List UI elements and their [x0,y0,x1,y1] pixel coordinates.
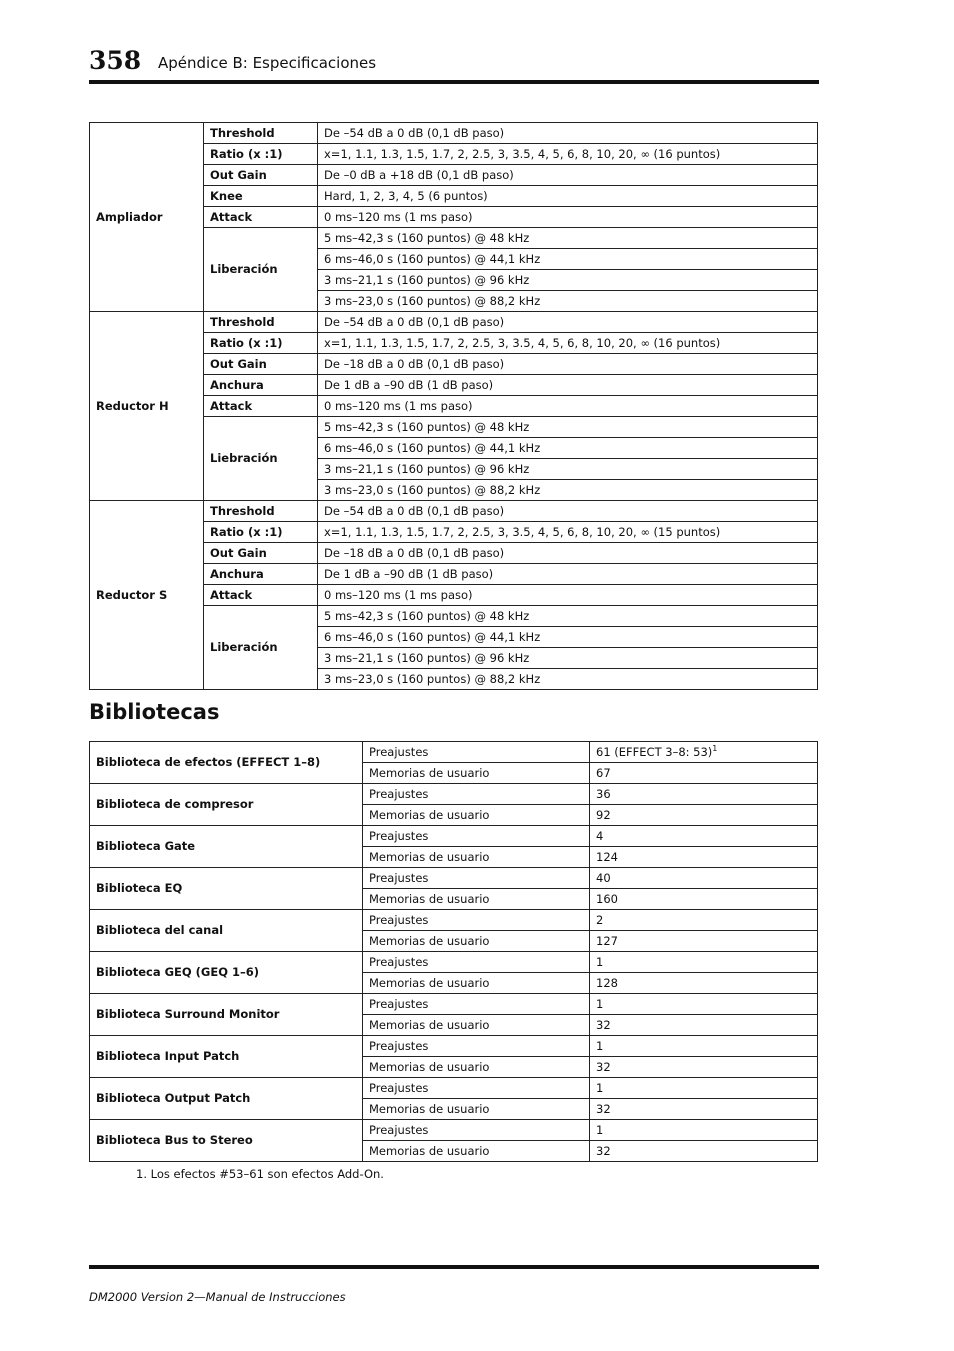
release-value: 3 ms–23,0 s (160 puntos) @ 88,2 kHz [318,480,818,501]
release-value: 6 ms–46,0 s (160 puntos) @ 44,1 kHz [318,438,818,459]
section-title: Apéndice B: Especificaciones [158,54,377,72]
libraries-heading: Bibliotecas [89,700,220,724]
user-memories-label: Memorias de usuario [363,763,590,784]
parameter-value: 0 ms–120 ms (1 ms paso) [318,396,818,417]
parameter-label: Out Gain [204,165,318,186]
presets-count: 1 [596,996,604,1011]
parameter-label: Ratio (x :1) [204,144,318,165]
user-memories-label: Memorias de usuario [363,1057,590,1078]
user-memories-label: Memorias de usuario [363,1141,590,1162]
header-rule [89,80,819,84]
presets-value [590,1078,818,1099]
presets-count: 61 (EFFECT 3–8: 53) [596,744,713,759]
library-name: Biblioteca Output Patch [90,1078,363,1120]
processor-name: Ampliador [90,123,204,312]
page-footer: DM2000 Version 2—Manual de Instrucciones [89,1290,346,1304]
library-name: Biblioteca GEQ (GEQ 1–6) [90,952,363,994]
library-name: Biblioteca Input Patch [90,1036,363,1078]
parameter-value: x=1, 1.1, 1.3, 1.5, 1.7, 2, 2.5, 3, 3.5, 4, 5, 6, 8, 10, 20, ∞ (16 puntos) [318,333,818,354]
presets-value [590,1036,818,1057]
presets-label: Preajustes [363,1078,590,1099]
user-memories-value: 67 [590,763,818,784]
release-value: 3 ms–21,1 s (160 puntos) @ 96 kHz [318,648,818,669]
parameter-value: Hard, 1, 2, 3, 4, 5 (6 puntos) [318,186,818,207]
table-row [90,952,818,973]
library-name: Biblioteca del canal [90,910,363,952]
release-label: Liberación [204,606,318,690]
library-name: Biblioteca EQ [90,868,363,910]
parameter-value: De 1 dB a –90 dB (1 dB paso) [318,375,818,396]
parameter-label: Knee [204,186,318,207]
presets-count: 36 [596,786,611,801]
user-memories-value: 32 [590,1015,818,1036]
table-row [90,994,818,1015]
table-row [90,910,818,931]
library-name: Biblioteca de efectos (EFFECT 1–8) [90,742,363,784]
presets-label: Preajustes [363,994,590,1015]
presets-value [590,994,818,1015]
parameter-label: Threshold [204,501,318,522]
user-memories-value: 128 [590,973,818,994]
table-row [90,123,818,144]
parameter-label: Ratio (x :1) [204,522,318,543]
user-memories-value: 32 [590,1099,818,1120]
release-value: 5 ms–42,3 s (160 puntos) @ 48 kHz [318,417,818,438]
user-memories-label: Memorias de usuario [363,805,590,826]
presets-value [590,826,818,847]
user-memories-label: Memorias de usuario [363,1015,590,1036]
release-value: 3 ms–23,0 s (160 puntos) @ 88,2 kHz [318,669,818,690]
release-value: 3 ms–21,1 s (160 puntos) @ 96 kHz [318,459,818,480]
user-memories-value: 127 [590,931,818,952]
user-memories-label: Memorias de usuario [363,847,590,868]
libraries-table [89,741,818,1162]
parameter-label: Out Gain [204,354,318,375]
user-memories-label: Memorias de usuario [363,973,590,994]
parameter-value: De –54 dB a 0 dB (0,1 dB paso) [318,123,818,144]
release-label: Liebración [204,417,318,501]
library-name: Biblioteca Bus to Stereo [90,1120,363,1162]
release-value: 6 ms–46,0 s (160 puntos) @ 44,1 kHz [318,627,818,648]
footnote-marker: 1 [712,743,718,753]
user-memories-label: Memorias de usuario [363,931,590,952]
presets-count: 2 [596,912,604,927]
release-value: 3 ms–21,1 s (160 puntos) @ 96 kHz [318,270,818,291]
parameter-label: Threshold [204,312,318,333]
parameter-value: De –0 dB a +18 dB (0,1 dB paso) [318,165,818,186]
parameter-value: 0 ms–120 ms (1 ms paso) [318,585,818,606]
parameter-value: De –54 dB a 0 dB (0,1 dB paso) [318,501,818,522]
parameter-label: Out Gain [204,543,318,564]
parameter-value: x=1, 1.1, 1.3, 1.5, 1.7, 2, 2.5, 3, 3.5, 4, 5, 6, 8, 10, 20, ∞ (15 puntos) [318,522,818,543]
presets-label: Preajustes [363,742,590,763]
footer-rule [89,1265,819,1269]
user-memories-value: 32 [590,1141,818,1162]
presets-label: Preajustes [363,1036,590,1057]
user-memories-value: 124 [590,847,818,868]
presets-count: 40 [596,870,611,885]
page-header [89,44,819,84]
presets-count: 1 [596,1122,604,1137]
presets-count: 1 [596,1080,604,1095]
parameter-label: Threshold [204,123,318,144]
processor-name: Reductor S [90,501,204,690]
presets-value [590,784,818,805]
presets-label: Preajustes [363,826,590,847]
presets-value [590,910,818,931]
release-value: 5 ms–42,3 s (160 puntos) @ 48 kHz [318,228,818,249]
table-row [90,312,818,333]
table-row [90,784,818,805]
presets-count: 1 [596,1038,604,1053]
presets-count: 1 [596,954,604,969]
release-value: 5 ms–42,3 s (160 puntos) @ 48 kHz [318,606,818,627]
presets-value [590,868,818,889]
library-name: Biblioteca Gate [90,826,363,868]
presets-value [590,1120,818,1141]
parameter-value: 0 ms–120 ms (1 ms paso) [318,207,818,228]
parameter-label: Anchura [204,564,318,585]
release-value: 6 ms–46,0 s (160 puntos) @ 44,1 kHz [318,249,818,270]
presets-count: 4 [596,828,604,843]
parameter-label: Ratio (x :1) [204,333,318,354]
user-memories-value: 160 [590,889,818,910]
processor-name: Reductor H [90,312,204,501]
user-memories-label: Memorias de usuario [363,889,590,910]
user-memories-label: Memorias de usuario [363,1099,590,1120]
table-row [90,1078,818,1099]
release-label: Liberación [204,228,318,312]
dynamics-spec-table [89,122,818,690]
table-row [90,868,818,889]
presets-label: Preajustes [363,868,590,889]
presets-label: Preajustes [363,784,590,805]
page-number: 358 [89,46,142,75]
parameter-value: De –18 dB a 0 dB (0,1 dB paso) [318,354,818,375]
table-row [90,501,818,522]
presets-label: Preajustes [363,910,590,931]
parameter-value: De –54 dB a 0 dB (0,1 dB paso) [318,312,818,333]
library-name: Biblioteca Surround Monitor [90,994,363,1036]
user-memories-value: 92 [590,805,818,826]
presets-value [590,742,818,763]
table-row [90,826,818,847]
table-row [90,742,818,763]
presets-label: Preajustes [363,1120,590,1141]
parameter-label: Anchura [204,375,318,396]
parameter-label: Attack [204,396,318,417]
footnote: 1. Los efectos #53–61 son efectos Add-On. [136,1167,384,1181]
table-row [90,1120,818,1141]
presets-label: Preajustes [363,952,590,973]
release-value: 3 ms–23,0 s (160 puntos) @ 88,2 kHz [318,291,818,312]
library-name: Biblioteca de compresor [90,784,363,826]
presets-value [590,952,818,973]
table-row [90,1036,818,1057]
parameter-label: Attack [204,207,318,228]
parameter-value: De –18 dB a 0 dB (0,1 dB paso) [318,543,818,564]
parameter-label: Attack [204,585,318,606]
user-memories-value: 32 [590,1057,818,1078]
parameter-value: De 1 dB a –90 dB (1 dB paso) [318,564,818,585]
parameter-value: x=1, 1.1, 1.3, 1.5, 1.7, 2, 2.5, 3, 3.5, 4, 5, 6, 8, 10, 20, ∞ (16 puntos) [318,144,818,165]
